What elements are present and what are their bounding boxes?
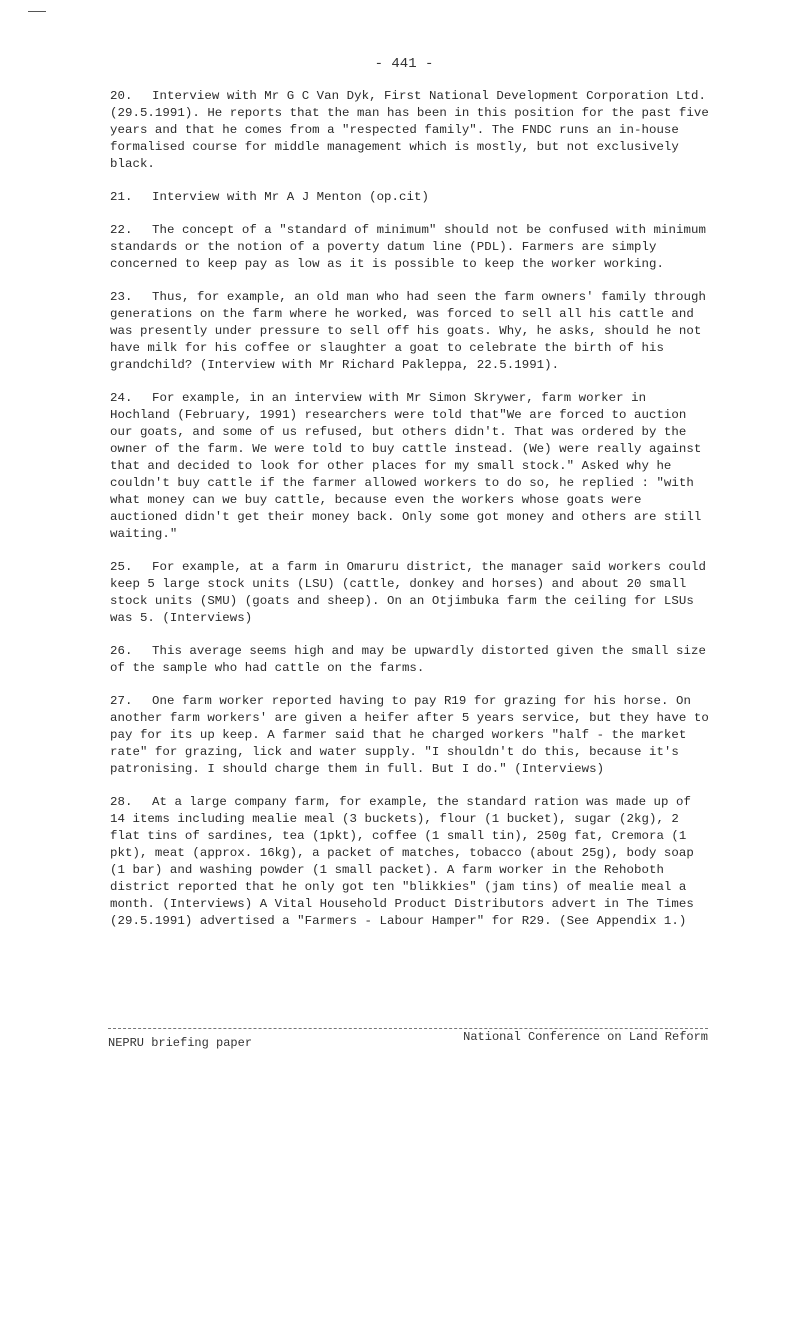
- endnote: [110, 222, 710, 273]
- endnote: [110, 794, 710, 930]
- endnote-text: Thus, for example, an old man who had seen the farm owners' family through generations on the farm where he worked, was forced to sell all his cattle and was presently under pressure to sell off his goats. Why, he asks, should he not have milk for his coffee or slaughter a goat to celebrate the birth of his grandchild? (Interview with Mr Richard Pakleppa, 22.5.1991).: [110, 290, 706, 372]
- endnote: [110, 289, 710, 374]
- endnote-text: One farm worker reported having to pay R19 for grazing for his horse. On another farm workers' are given a heifer after 5 years service, but they have to pay for its up keep. A farmer said that he charged workers "half - the market rate" for grazing, lick and water supply. "I shouldn't do this, because it's patronising. I should charge them in full. But I do." (Interviews): [110, 694, 709, 776]
- endnote-text: For example, at a farm in Omaruru district, the manager said workers could keep 5 large stock units (LSU) (cattle, donkey and horses) and about 20 small stock units (SMU) (goats and sheep). On an Otjimbuka farm the ceiling for LSUs was 5. (Interviews): [110, 560, 706, 625]
- footer-divider: [108, 1028, 708, 1029]
- endnote-number: 27.: [110, 694, 133, 708]
- endnote: [110, 390, 710, 543]
- endnote-text: At a large company farm, for example, the standard ration was made up of 14 items including mealie meal (3 buckets), flour (1 bucket), sugar (2kg), 2 flat tins of sardines, tea (1pkt), coffee (1 small tin), 250g fat, Cremora (1 pkt), meat (approx. 16kg), a packet of matches, tobacco (about 25g), body soap (1 bar) and washing powder (1 small packet). A farm worker in the Rehoboth district reported that he only got ten "blikkies" (jam tins) of mealie meal a month. (Interviews) A Vital Household Product Distributors advert in The Times (29.5.1991) advertised a "Farmers - Labour Hamper" for R29. (See Appendix 1.): [110, 795, 694, 928]
- endnote-number: 21.: [110, 190, 133, 204]
- endnote-number: 23.: [110, 290, 133, 304]
- endnote-number: 20.: [110, 89, 133, 103]
- footer-right-text: National Conference on Land Reform: [463, 1030, 708, 1044]
- endnotes-list: [110, 88, 710, 946]
- endnote: [110, 643, 710, 677]
- endnote: [110, 88, 710, 173]
- endnote-number: 25.: [110, 560, 133, 574]
- page-number: - 441 -: [374, 56, 434, 72]
- endnote: [110, 559, 710, 627]
- endnote-number: 28.: [110, 795, 133, 809]
- endnote-number: 22.: [110, 223, 133, 237]
- endnote-text: Interview with Mr G C Van Dyk, First National Development Corporation Ltd. (29.5.1991). He reports that the man has been in this position for the past five years and that he comes from a "respected family". The FNDC runs an in-house formalised course for middle management which is mostly, but not exclusively black.: [110, 89, 709, 171]
- endnote-text: This average seems high and may be upwardly distorted given the small size of the sample who had cattle on the farms.: [110, 644, 706, 675]
- endnote-number: 24.: [110, 391, 133, 405]
- endnote-text: Interview with Mr A J Menton (op.cit): [152, 190, 429, 204]
- endnote: [110, 693, 710, 778]
- endnote: [110, 189, 710, 206]
- footer-left-text: NEPRU briefing paper: [108, 1036, 253, 1050]
- endnote-text: The concept of a "standard of minimum" should not be confused with minimum standards or the notion of a poverty datum line (PDL). Farmers are simply concerned to keep pay as low as it is possible to keep the worker working.: [110, 223, 706, 271]
- endnote-number: 26.: [110, 644, 133, 658]
- corner-mark: [28, 11, 46, 12]
- endnote-text: For example, in an interview with Mr Simon Skrywer, farm worker in Hochland (February, 1991) researchers were told that"We are forced to auction our goats, and some of us refused, but others didn't. That was ordered by the owner of the farm. We were told to buy cattle instead. (We) were really against that and decided to look for other places for my small stock." Asked why he couldn't buy cattle if the farmer allowed workers to do so, he replied : "with what money can we buy cattle, because even the workers whose goats were auctioned didn't get their money back. Only some got money and others are still waiting.": [110, 391, 702, 541]
